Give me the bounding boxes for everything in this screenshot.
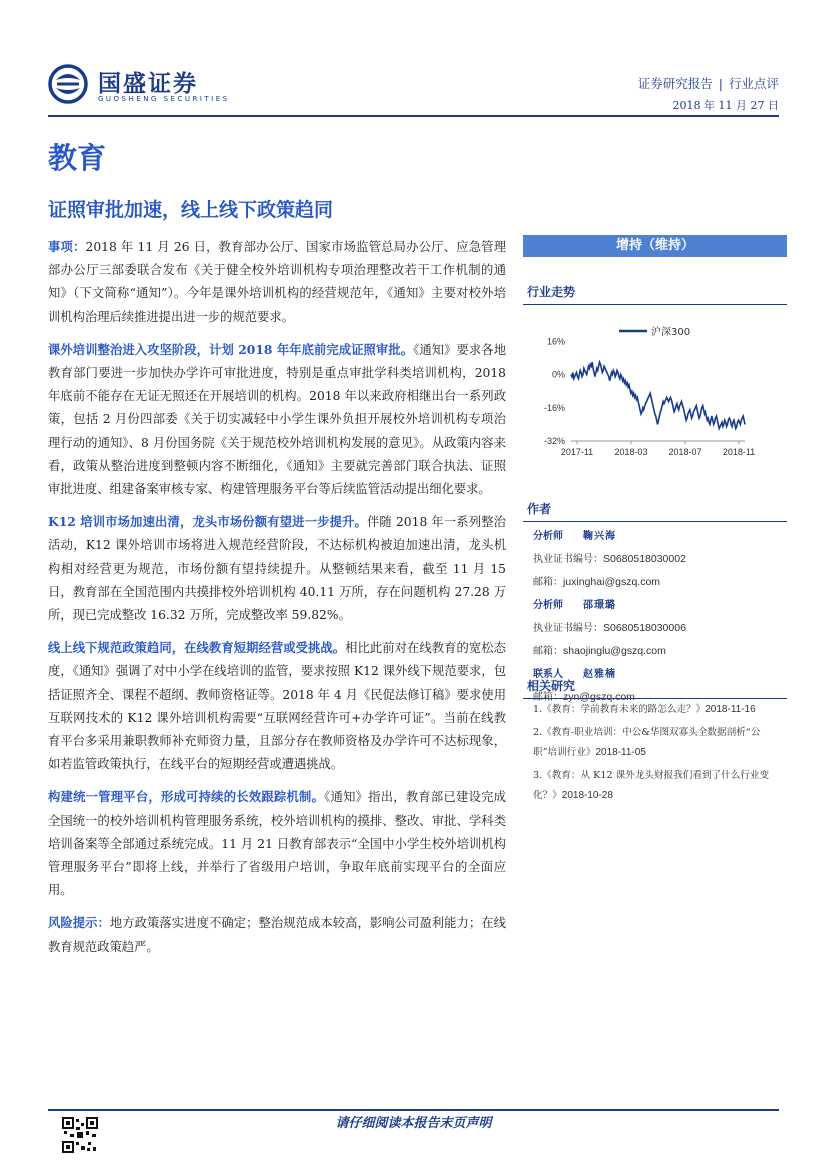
related-report-date: 2018-11-05 (595, 747, 646, 758)
y-tick-label: 16% (546, 336, 565, 347)
paragraph-k12-market (48, 510, 506, 627)
author-cert-row (533, 617, 787, 640)
logo-name: 国盛证券 (98, 70, 198, 97)
report-date: 2018 年 11 月 27 日 (672, 99, 779, 112)
footer-disclaimer: 请仔细阅读本报告末页声明 (335, 1116, 492, 1131)
author-role: 联系人 (533, 669, 563, 680)
x-tick-label: 2018-11 (722, 447, 756, 457)
related-section-title: 相关研究 (523, 677, 787, 699)
sidebar (523, 235, 787, 801)
email-label: 邮箱： (533, 577, 563, 588)
company-logo (48, 64, 230, 108)
legend-label: 沪深300 (651, 327, 691, 338)
paragraph-risk (48, 911, 506, 958)
cert-label: 执业证书编号： (533, 623, 603, 634)
paragraph-license-approval (48, 338, 506, 501)
author-name-row (533, 594, 787, 617)
author-email-row (533, 571, 787, 594)
footer-divider (48, 1109, 779, 1111)
y-tick-label: -32% (543, 436, 565, 446)
logo-mark-icon (48, 64, 88, 104)
x-tick-label: 2017-11 (560, 447, 594, 457)
paragraph-lead: 构建统一管理平台，形成可持续的长效跟踪机制。 (48, 789, 325, 805)
author-role: 分析师 (533, 531, 563, 542)
related-research-list (533, 700, 783, 809)
y-tick-label: -16% (543, 402, 565, 413)
y-tick-label: 0% (551, 369, 565, 380)
paragraph-management-platform (48, 785, 506, 902)
author-email-link[interactable]: shaojinglu@gszq.com (563, 645, 666, 657)
paragraph-text: 《通知》要求各地教育部门要进一步加快办学许可审批进度，特别是重点审批学科类培训机构，2018 年底前不能存在无证无照还在开展培训的机构。2018 年以来政府相继出台一系列政策，包括 2 月份四部委《关于切实减轻中小学生课外负担开展校外培训机构专项治理行动的通知》、8 月份国务院《关于规范校外培训机构发展的意见》。从政策内容来看，政策从整治进度到整顿内容不断细化，《通知》主要就完善部门联合执法、证照审批进度、组建备案审核专家、构建管理服务平台等后续监管活动提出细化要求。 (48, 342, 506, 497)
paragraph-text: 相比此前对在线教育的宽松态度，《通知》强调了对中小学在线培训的监管，要求按照 K12 课外线下规范要求，包括证照齐全、课程不超纲、教师资格证等。2018 年 4 月《民促法修订稿》要求使用互联网技术的 K12 课外培训机构需要“互联网经营许可+办学许可证”。当前在线教育平台多采用兼职教师补充师资力量，且部分存在教师资格及办学许可不达标现象，如若监管政策执行，在线平台的短期经营或遭遇挑战。 (48, 641, 506, 772)
author-name: 鞠兴海 (583, 531, 616, 542)
paragraph-lead: 线上线下规范政策趋同，在线教育短期经营或受挑战。 (48, 640, 346, 656)
related-report-item[interactable] (533, 766, 783, 806)
x-tick-label: 2018-03 (614, 447, 648, 457)
report-type-label: 证券研究报告 (637, 76, 713, 91)
paragraph-text: 伴随 2018 年一系列整治活动，K12 课外培训市场将进入规范经营阶段，不达标机构被迫加速出清，龙头机构相对经营更为规范，市场份额有望持续提升。从整顿结果来看，截至 11 月 15 日，教育部在全国范围内共摸排校外培训机构 40.11 万所，存在问题机构 27.28 万所，现已完成整改 16.32 万所，完成整改率 59.82%。 (48, 515, 506, 623)
related-report-title: 3.《教育：从 K12 课外龙头财报我们看到了什么行业变化？》 (533, 770, 770, 801)
author-email-row (533, 640, 787, 663)
author-cert-row (533, 548, 787, 571)
cert-label: 执业证书编号： (533, 554, 603, 565)
report-headline: 证照审批加速，线上线下政策趋同 (48, 199, 334, 221)
paragraph-lead: 课外培训整治进入攻坚阶段，计划 2018 年年底前完成证照审批。 (48, 341, 414, 357)
report-subtype-label: 行业点评 (728, 76, 779, 91)
rating-badge: 增持（维持） (523, 235, 787, 257)
report-type (638, 74, 779, 92)
author-name-row (533, 525, 787, 548)
paragraph-text: 地方政策落实进度不确定；整治规范成本较高，影响公司盈利能力；在线教育规范政策趋严。 (48, 916, 506, 954)
industry-trend-chart (523, 321, 787, 461)
related-report-item[interactable] (533, 700, 783, 720)
author-name: 赵雅楠 (583, 669, 616, 680)
author-name: 邵璟璐 (583, 600, 616, 611)
email-label: 邮箱： (533, 646, 563, 657)
related-report-date: 2018-11-16 (705, 704, 756, 715)
related-report-date: 2018-10-28 (561, 790, 613, 801)
paragraph-text: 2018 年 11 月 26 日，教育部办公厅、国家市场监管总局办公厅、应急管理部办公厅三部委联合发布《关于健全校外培训机构专项治理整改若干工作机制的通知》（下文简称“通知”）。今年是课外培训机构的经营规范年，《通知》主要对校外培训机构治理后续推进提出进一步的规范要求。 (48, 240, 506, 324)
paragraph-text: 《通知》指出，教育部已建设完成全国统一的校外培训机构管理服务系统，校外培训机构的摸排、整改、审批、学科类培训备案等全部通过系统完成。11 月 21 日教育部表示“全国中小学生校外培训机构管理服务平台”即将上线，并举行了省级用户培训，争取年底前实现平台的全面应用。 (48, 790, 506, 898)
related-report-item[interactable] (533, 723, 783, 763)
author-role: 分析师 (533, 600, 563, 611)
related-report-title: 2.《教育-职业培训：中公&华图双寡头全数据剖析“公职”培训行业》 (533, 727, 761, 758)
cert-number: S0680518030002 (603, 553, 686, 565)
sector-title: 教育 (48, 141, 107, 175)
header-divider (48, 115, 779, 117)
series-line (571, 362, 745, 428)
related-report-title: 1.《教育：学前教育未来的路怎么走？》 (533, 704, 706, 715)
report-type-separator: | (718, 76, 723, 91)
main-body (48, 235, 506, 968)
paragraph-lead: 风险提示： (48, 915, 110, 931)
logo-english-name: GUOSHENG SECURITIES (98, 95, 230, 103)
x-tick-label: 2018-07 (668, 447, 702, 457)
trend-section-title: 行业走势 (523, 283, 787, 305)
cert-number: S0680518030006 (603, 622, 686, 634)
author-email-link[interactable]: zyn@gszq.com (563, 691, 635, 703)
author-email-link[interactable]: juxinghai@gszq.com (563, 576, 661, 588)
author-section-title: 作者 (523, 500, 787, 522)
paragraph-online-offline (48, 636, 506, 776)
paragraph-lead: 事项： (48, 239, 86, 254)
paragraph-event (48, 235, 506, 329)
paragraph-lead: K12 培训市场加速出清，龙头市场份额有望进一步提升。 (48, 514, 367, 530)
email-label: 邮箱： (533, 692, 563, 703)
